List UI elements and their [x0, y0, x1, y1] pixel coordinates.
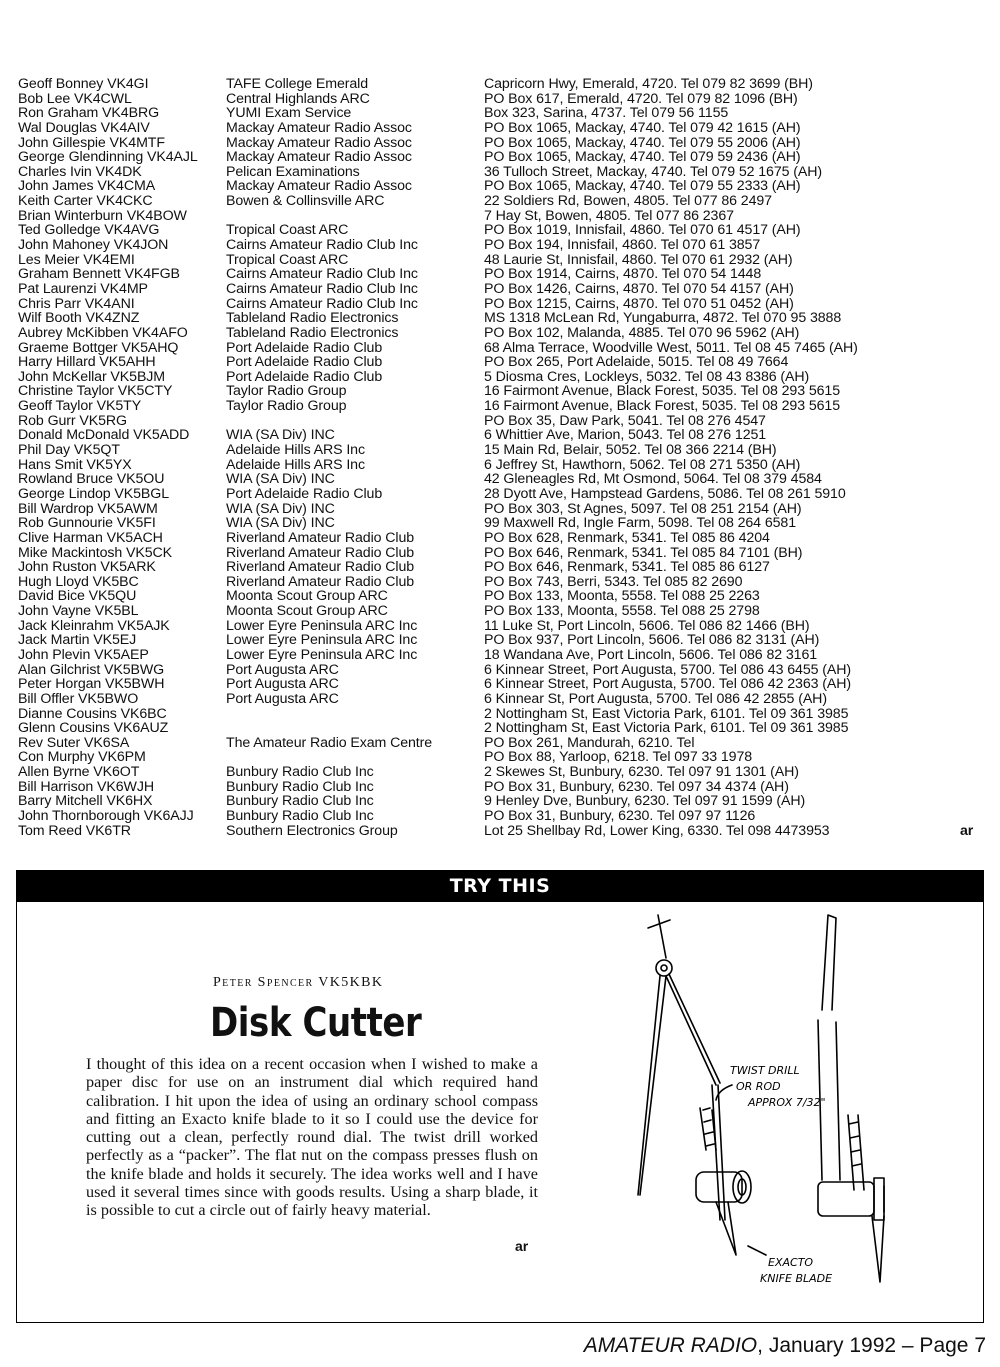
directory-row: [18, 575, 988, 590]
directory-club: Mackay Amateur Radio Assoc: [226, 119, 412, 136]
footer-date-page: , January 1992 – Page 7: [757, 1334, 986, 1357]
directory-address: 18 Wandana Ave, Port Lincoln, 5606. Tel 086 82 3161: [484, 646, 818, 663]
directory-row: [18, 780, 988, 795]
directory-address: PO Box 1215, Cairns, 4870. Tel 070 51 0452 (AH): [484, 295, 794, 312]
directory-row: [18, 77, 988, 92]
sketch-label-blade-1: EXACTO: [768, 1256, 814, 1269]
directory-name: Aubrey McKibben VK4AFO: [18, 324, 188, 341]
directory-name: Donald McDonald VK5ADD: [18, 427, 190, 444]
directory-row: [18, 121, 988, 136]
directory-club: Port Augusta ARC: [226, 676, 339, 693]
directory-row: [18, 282, 988, 297]
directory-address: PO Box 628, Renmark, 5341. Tel 085 86 4204: [484, 529, 770, 546]
directory-row: [18, 707, 988, 722]
directory-club: Tropical Coast ARC: [226, 251, 349, 268]
directory-name: Christine Taylor VK5CTY: [18, 383, 173, 400]
directory-end-mark: ar: [960, 822, 974, 839]
directory-name: Rob Gurr VK5RG: [18, 412, 127, 429]
club-directory: [18, 77, 988, 838]
directory-address: 7 Hay St, Bowen, 4805. Tel 077 86 2367: [484, 207, 734, 224]
directory-address: 16 Fairmont Avenue, Black Forest, 5035. Tel 08 293 5615: [484, 383, 840, 400]
directory-name: Dianne Cousins VK6BC: [18, 705, 167, 722]
directory-address: 22 Soldiers Rd, Bowen, 4805. Tel 077 86 2497: [484, 193, 772, 210]
directory-address: 11 Luke St, Port Lincoln, 5606. Tel 086 82 1466 (BH): [484, 617, 810, 634]
directory-club: Lower Eyre Peninsula ARC Inc: [226, 617, 418, 634]
directory-name: Bill Harrison VK6WJH: [18, 778, 154, 795]
directory-club: Lower Eyre Peninsula ARC Inc: [226, 646, 418, 663]
directory-name: Bill Offler VK5BWO: [18, 690, 139, 707]
directory-address: PO Box 1065, Mackay, 4740. Tel 079 42 1615 (AH): [484, 119, 801, 136]
directory-row: [18, 663, 988, 678]
directory-club: Taylor Radio Group: [226, 398, 347, 415]
directory-name: Graham Bennett VK4FGB: [18, 266, 180, 283]
directory-row: [18, 589, 988, 604]
directory-club: Cairns Amateur Radio Club Inc: [226, 295, 418, 312]
directory-row: [18, 516, 988, 531]
directory-row: [18, 750, 988, 765]
directory-name: George Lindop VK5BGL: [18, 485, 170, 502]
directory-row: [18, 136, 988, 151]
article-body: I thought of this idea on a recent occasion when I wished to make a paper disc for use on an instrument dial which required hand calibration. I hit upon the idea of using an ordinary school compass and fitting an Exacto knife blade to it so I could use the device for cutting out a clean, perfectly round dial. The twist drill worked perfectly as a “packer”. The flat nut on the compass presses flush on the knife blade and holds it securely. The idea works well and I have used it several times since with goods results. Using a sharp blade, it is possible to cut a circle out of fairly heavy material.: [86, 1055, 538, 1220]
directory-row: [18, 824, 988, 839]
directory-name: Charles Ivin VK4DK: [18, 163, 142, 180]
directory-club: Bunbury Radio Club Inc: [226, 764, 374, 781]
directory-club: Riverland Amateur Radio Club: [226, 559, 415, 576]
directory-name: Wilf Booth VK4ZNZ: [18, 310, 140, 327]
directory-club: WIA (SA Div) INC: [226, 471, 335, 488]
directory-name: Hugh Lloyd VK5BC: [18, 573, 139, 590]
directory-row: [18, 794, 988, 809]
article-byline: Peter Spencer VK5KBK: [213, 975, 384, 990]
directory-name: Jack Kleinrahm VK5AJK: [18, 617, 170, 634]
directory-row: [18, 223, 988, 238]
directory-address: 9 Henley Dve, Bunbury, 6230. Tel 097 91 1599 (AH): [484, 793, 806, 810]
directory-address: PO Box 743, Berri, 5343. Tel 085 82 2690: [484, 573, 743, 590]
directory-address: 2 Nottingham St, East Victoria Park, 6101. Tel 09 361 3985: [484, 705, 849, 722]
directory-club: Moonta Scout Group ARC: [226, 603, 388, 620]
directory-name: Jack Martin VK5EJ: [18, 632, 137, 649]
directory-row: [18, 414, 988, 429]
directory-address: PO Box 937, Port Lincoln, 5606. Tel 086 82 3131 (AH): [484, 632, 820, 649]
directory-row: [18, 604, 988, 619]
directory-name: John Gillespie VK4MTF: [18, 134, 165, 151]
directory-name: Les Meier VK4EMI: [18, 251, 135, 268]
directory-club: Bunbury Radio Club Inc: [226, 793, 374, 810]
directory-club: Port Adelaide Radio Club: [226, 339, 383, 356]
directory-address: PO Box 1065, Mackay, 4740. Tel 079 55 2006 (AH): [484, 134, 801, 151]
directory-name: Keith Carter VK4CKC: [18, 193, 153, 210]
directory-club: Central Highlands ARC: [226, 90, 370, 107]
compass-sketch: [600, 910, 920, 1295]
directory-row: [18, 92, 988, 107]
directory-club: Cairns Amateur Radio Club Inc: [226, 266, 418, 283]
directory-club: Cairns Amateur Radio Club Inc: [226, 280, 418, 297]
directory-address: PO Box 303, St Agnes, 5097. Tel 08 251 2154 (AH): [484, 500, 802, 517]
directory-row: [18, 765, 988, 780]
directory-row: [18, 648, 988, 663]
directory-name: John Plevin VK5AEP: [18, 646, 149, 663]
directory-name: Brian Winterburn VK4BOW: [18, 207, 187, 224]
directory-club: Southern Electronics Group: [226, 822, 398, 839]
directory-address: 6 Jeffrey St, Hawthorn, 5062. Tel 08 271 5350 (AH): [484, 456, 801, 473]
directory-club: Tableland Radio Electronics: [226, 310, 399, 327]
directory-name: Allen Byrne VK6OT: [18, 764, 140, 781]
directory-address: Lot 25 Shellbay Rd, Lower King, 6330. Tel 098 4473953: [484, 822, 830, 839]
directory-address: 6 Whittier Ave, Marion, 5043. Tel 08 276 1251: [484, 427, 767, 444]
directory-club: Pelican Examinations: [226, 163, 360, 180]
directory-address: PO Box 1914, Cairns, 4870. Tel 070 54 1448: [484, 266, 762, 283]
directory-row: [18, 297, 988, 312]
directory-row: [18, 194, 988, 209]
directory-address: 36 Tulloch Street, Mackay, 4740. Tel 079 52 1675 (AH): [484, 163, 823, 180]
directory-row: [18, 341, 988, 356]
directory-club: Bowen & Collinsville ARC: [226, 193, 385, 210]
directory-address: MS 1318 McLean Rd, Yungaburra, 4872. Tel 070 95 3888: [484, 310, 842, 327]
directory-row: [18, 736, 988, 751]
page-footer: [584, 1334, 986, 1358]
directory-name: Clive Harman VK5ACH: [18, 529, 163, 546]
directory-row: [18, 458, 988, 473]
directory-name: John McKellar VK5BJM: [18, 368, 166, 385]
directory-name: John James VK4CMA: [18, 178, 156, 195]
directory-row: [18, 238, 988, 253]
sketch-label-drill-1: TWIST DRILL: [730, 1064, 800, 1077]
directory-club: Moonta Scout Group ARC: [226, 588, 388, 605]
directory-club: Port Adelaide Radio Club: [226, 485, 383, 502]
directory-name: Bill Wardrop VK5AWM: [18, 500, 158, 517]
directory-address: PO Box 1426, Cairns, 4870. Tel 070 54 4157 (AH): [484, 280, 794, 297]
directory-name: Harry Hillard VK5AHH: [18, 354, 156, 371]
directory-name: David Bice VK5QU: [18, 588, 137, 605]
directory-row: [18, 209, 988, 224]
directory-name: Glenn Cousins VK6AUZ: [18, 720, 169, 737]
directory-row: [18, 560, 988, 575]
directory-address: PO Box 88, Yarloop, 6218. Tel 097 33 1978: [484, 749, 753, 766]
directory-address: PO Box 646, Renmark, 5341. Tel 085 86 6127: [484, 559, 770, 576]
sketch-label-blade-2: KNIFE BLADE: [760, 1272, 833, 1285]
directory-name: Rowland Bruce VK5OU: [18, 471, 165, 488]
directory-address: PO Box 31, Bunbury, 6230. Tel 097 34 4374 (AH): [484, 778, 789, 795]
directory-address: 68 Alma Terrace, Woodville West, 5011. Tel 08 45 7465 (AH): [484, 339, 858, 356]
directory-row: [18, 692, 988, 707]
directory-name: John Vayne VK5BL: [18, 603, 139, 620]
article-end-mark: ar: [515, 1238, 529, 1254]
directory-row: [18, 267, 988, 282]
directory-club: Riverland Amateur Radio Club: [226, 544, 415, 561]
sketch-label-drill-2: OR ROD: [736, 1080, 781, 1093]
directory-name: Tom Reed VK6TR: [18, 822, 131, 839]
directory-row: [18, 165, 988, 180]
directory-club: Mackay Amateur Radio Assoc: [226, 134, 412, 151]
directory-club: Cairns Amateur Radio Club Inc: [226, 237, 418, 254]
directory-address: PO Box 194, Innisfail, 4860. Tel 070 61 3857: [484, 237, 761, 254]
directory-row: [18, 472, 988, 487]
directory-name: Rob Gunnourie VK5FI: [18, 515, 156, 532]
directory-address: 6 Kinnear St, Port Augusta, 5700. Tel 086 42 2855 (AH): [484, 690, 827, 707]
directory-row: [18, 179, 988, 194]
directory-address: 16 Fairmont Avenue, Black Forest, 5035. Tel 08 293 5615: [484, 398, 840, 415]
directory-row: [18, 633, 988, 648]
directory-row: [18, 106, 988, 121]
sketch-label-drill-3: APPROX 7/32": [748, 1096, 826, 1109]
directory-row: [18, 619, 988, 634]
directory-club: Adelaide Hills ARS Inc: [226, 456, 365, 473]
directory-club: Mackay Amateur Radio Assoc: [226, 149, 412, 166]
directory-name: John Mahoney VK4JON: [18, 237, 169, 254]
directory-address: PO Box 1065, Mackay, 4740. Tel 079 55 2333 (AH): [484, 178, 801, 195]
directory-row: [18, 487, 988, 502]
directory-club: Riverland Amateur Radio Club: [226, 573, 415, 590]
directory-name: Alan Gilchrist VK5BWG: [18, 661, 165, 678]
directory-club: Port Augusta ARC: [226, 690, 339, 707]
directory-row: [18, 721, 988, 736]
directory-row: [18, 428, 988, 443]
directory-address: PO Box 133, Moonta, 5558. Tel 088 25 2798: [484, 603, 760, 620]
directory-address: 6 Kinnear Street, Port Augusta, 5700. Tel 086 42 2363 (AH): [484, 676, 851, 693]
directory-address: 28 Dyott Ave, Hampstead Gardens, 5086. Tel 08 261 5910: [484, 485, 846, 502]
directory-club: Riverland Amateur Radio Club: [226, 529, 415, 546]
directory-row: [18, 399, 988, 414]
directory-row: [18, 150, 988, 165]
directory-row: [18, 677, 988, 692]
directory-address: 15 Main Rd, Belair, 5052. Tel 08 366 2214 (BH): [484, 442, 777, 459]
directory-name: Chris Parr VK4ANI: [18, 295, 135, 312]
directory-name: Con Murphy VK6PM: [18, 749, 146, 766]
directory-address: 6 Kinnear Street, Port Augusta, 5700. Tel 086 43 6455 (AH): [484, 661, 851, 678]
directory-name: Barry Mitchell VK6HX: [18, 793, 153, 810]
directory-club: Bunbury Radio Club Inc: [226, 778, 374, 795]
directory-address: PO Box 102, Malanda, 4885. Tel 070 96 5962 (AH): [484, 324, 800, 341]
directory-name: Graeme Bottger VK5AHQ: [18, 339, 179, 356]
section-banner: TRY THIS: [16, 870, 984, 902]
directory-club: The Amateur Radio Exam Centre: [226, 734, 433, 751]
directory-address: PO Box 646, Renmark, 5341. Tel 085 84 7101 (BH): [484, 544, 803, 561]
directory-name: John Thornborough VK6AJJ: [18, 808, 194, 825]
directory-club: Taylor Radio Group: [226, 383, 347, 400]
directory-club: Port Augusta ARC: [226, 661, 339, 678]
directory-address: 42 Gleneagles Rd, Mt Osmond, 5064. Tel 08 379 4584: [484, 471, 822, 488]
directory-club: Bunbury Radio Club Inc: [226, 808, 374, 825]
directory-address: PO Box 1019, Innisfail, 4860. Tel 070 61 4517 (AH): [484, 222, 801, 239]
directory-address: 5 Diosma Cres, Lockleys, 5032. Tel 08 43 8386 (AH): [484, 368, 810, 385]
directory-name: Bob Lee VK4CWL: [18, 90, 132, 107]
directory-address: 2 Skewes St, Bunbury, 6230. Tel 097 91 1301 (AH): [484, 764, 799, 781]
directory-row: [18, 443, 988, 458]
footer-publication: AMATEUR RADIO: [583, 1334, 758, 1357]
directory-address: 48 Laurie St, Innisfail, 4860. Tel 070 61 2932 (AH): [484, 251, 793, 268]
directory-club: Mackay Amateur Radio Assoc: [226, 178, 412, 195]
directory-row: [18, 384, 988, 399]
directory-address: PO Box 1065, Mackay, 4740. Tel 079 59 2436 (AH): [484, 149, 801, 166]
article-title: Disk Cutter: [210, 1000, 422, 1046]
directory-name: Rev Suter VK6SA: [18, 734, 130, 751]
directory-address: PO Box 133, Moonta, 5558. Tel 088 25 2263: [484, 588, 760, 605]
directory-club: TAFE College Emerald: [226, 76, 369, 92]
directory-address: 99 Maxwell Rd, Ingle Farm, 5098. Tel 08 264 6581: [484, 515, 796, 532]
directory-name: Pat Laurenzi VK4MP: [18, 280, 148, 297]
directory-address: PO Box 265, Port Adelaide, 5015. Tel 08 49 7664: [484, 354, 789, 371]
directory-club: Port Adelaide Radio Club: [226, 368, 383, 385]
directory-row: [18, 355, 988, 370]
directory-name: Mike Mackintosh VK5CK: [18, 544, 173, 561]
directory-address: PO Box 261, Mandurah, 6210. Tel: [484, 734, 695, 751]
directory-name: Peter Horgan VK5BWH: [18, 676, 165, 693]
directory-club: WIA (SA Div) INC: [226, 515, 335, 532]
directory-row: [18, 502, 988, 517]
directory-address: PO Box 31, Bunbury, 6230. Tel 097 97 1126: [484, 808, 756, 825]
directory-name: Geoff Bonney VK4GI: [18, 76, 149, 92]
directory-row: [18, 311, 988, 326]
directory-row: [18, 326, 988, 341]
directory-club: Port Adelaide Radio Club: [226, 354, 383, 371]
directory-row: [18, 546, 988, 561]
directory-club: WIA (SA Div) INC: [226, 427, 335, 444]
directory-address: PO Box 35, Daw Park, 5041. Tel 08 276 4547: [484, 412, 766, 429]
directory-name: Hans Smit VK5YX: [18, 456, 132, 473]
directory-name: Ted Golledge VK4AVG: [18, 222, 160, 239]
directory-address: Capricorn Hwy, Emerald, 4720. Tel 079 82 3699 (BH): [484, 76, 813, 92]
directory-row: [18, 809, 988, 824]
directory-row: [18, 253, 988, 268]
directory-name: Wal Douglas VK4AIV: [18, 119, 150, 136]
directory-club: YUMI Exam Service: [226, 105, 352, 122]
directory-club: Adelaide Hills ARS Inc: [226, 442, 365, 459]
directory-club: Lower Eyre Peninsula ARC Inc: [226, 632, 418, 649]
directory-name: Geoff Taylor VK5TY: [18, 398, 142, 415]
directory-name: George Glendinning VK4AJL: [18, 149, 198, 166]
directory-club: Tropical Coast ARC: [226, 222, 349, 239]
directory-club: Tableland Radio Electronics: [226, 324, 399, 341]
directory-address: PO Box 617, Emerald, 4720. Tel 079 82 1096 (BH): [484, 90, 798, 107]
directory-address: Box 323, Sarina, 4737. Tel 079 56 1155: [484, 105, 729, 122]
directory-name: Phil Day VK5QT: [18, 442, 120, 459]
directory-name: Ron Graham VK4BRG: [18, 105, 160, 122]
directory-row: [18, 370, 988, 385]
directory-club: WIA (SA Div) INC: [226, 500, 335, 517]
directory-name: John Ruston VK5ARK: [18, 559, 156, 576]
directory-row: [18, 531, 988, 546]
directory-address: 2 Nottingham St, East Victoria Park, 6101. Tel 09 361 3985: [484, 720, 849, 737]
